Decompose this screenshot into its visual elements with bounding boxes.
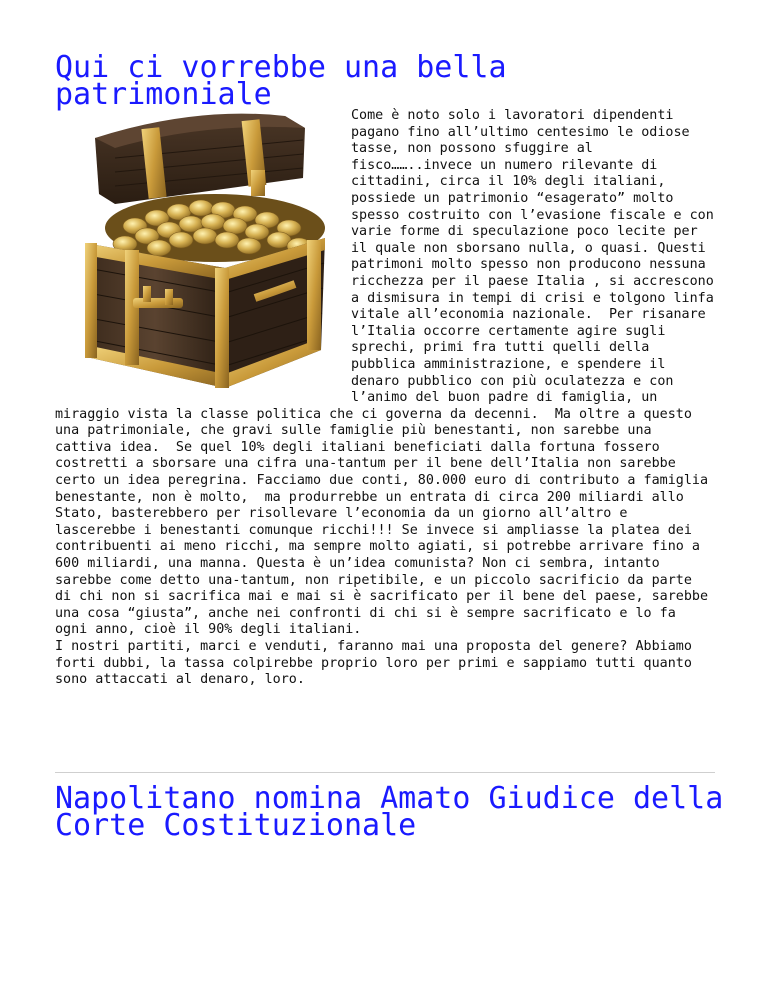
page-content xyxy=(55,50,722,689)
article-paragraph-1: Come è noto solo i lavoratori dipendenti pagano fino all’ultimo centesimo le odiose tasse, non possono sfuggire al fisco……..invece un numero rilevante di cittadini, circa il 10% degli italiani, possiede un patrimonio “esagerato” molto spesso costruito con l’evasione fiscale e con varie forme di speculazione poco lecite per il quale non sborsano nulla, o quasi. Questi patrimoni molto spesso non producono nessuna ricchezza per il paese Italia , si accrescono a dismisura in tempi di crisi e tolgono linfa vitale all’economia nazionale. Per risanare l’Italia occorre certamente agire sugli sprechi, primi fra tutti quelli della pubblica amministrazione, e spendere il denaro pubblico con più oculatezza e con l’animo del buon padre di famiglia, un miraggio vista la classe politica che ci governa da decenni. Ma oltre a questo una patrimoniale, che gravi sulle famiglie più benestanti, non sarebbe una cattiva idea. Se quel 10% degli italiani beneficiati dalla fortuna fossero costretti a sborsare una cifra una-tantum per il bene dell’Italia non sarebbe certo un idea peregrina. Facciamo due conti, 80.000 euro di contributo a famiglia benestante, non è molto, ma produrrebbe un entrata di circa 200 miliardi allo Stato, basterebbero per risollevare l’economia da un giorno all’altro e lascerebbe i benestanti comunque ricchi!!! Se invece si ampliasse la platea dei contribuenti ai meno ricchi, ma sempre molto agiati, si potrebbe arrivare fino a 600 miliardi, una manna. Questa è un’idea comunista? Non ci sembra, intanto sarebbe come detto una-tantum, non ripetibile, e un piccolo sacrificio da parte di chi non si sacrifica mai e mai si è sacrificato per il bene del paese, sarebbe una cosa “giusta”, anche nei confronti di chi si è sempre sacrificato e lo fa ogni anno, cioè il 90% degli italiani. xyxy=(55,108,722,638)
post-divider xyxy=(55,772,715,773)
article-paragraph-2: I nostri partiti, marci e venduti, faranno mai una proposta del genere? Abbiamo forti dubbi, la tassa colpirebbe proprio loro per primi e sappiamo tutti quanto sono attaccati al denaro, loro. xyxy=(55,639,700,688)
treasure-chest-image xyxy=(55,108,331,392)
post-title-2[interactable]: Napolitano nomina Amato Giudice della Corte Costituzionale xyxy=(55,781,724,843)
post-title[interactable]: Qui ci vorrebbe una bella patrimoniale xyxy=(55,50,507,112)
article-body xyxy=(55,108,722,689)
